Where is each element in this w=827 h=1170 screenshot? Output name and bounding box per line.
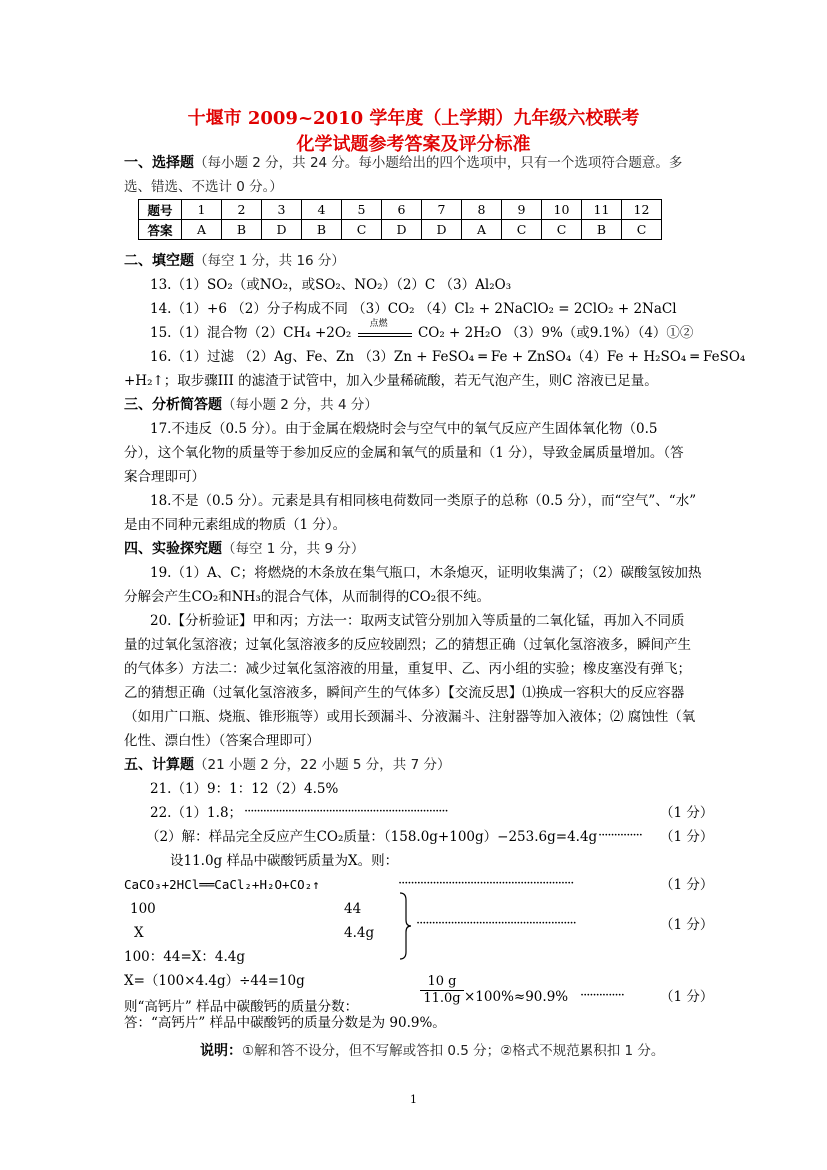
table-row-numbers <box>139 200 662 220</box>
final-answer: 答：“高钙片” 样品中碳酸钙的质量分数是为 90.9%。 <box>124 1015 446 1031</box>
section2-header <box>124 252 345 270</box>
section3-note: （每小题 2 分，共 4 分） <box>222 397 378 413</box>
answer-20: 20.【分析验证】甲和丙；方法一：取两支试管分别加入等质量的二氧化锰，再加入不同质 <box>150 613 685 629</box>
table-cell: B <box>222 220 262 240</box>
table-cell: 2 <box>222 200 262 220</box>
answer-15-part2: CO₂ + 2H₂O （3）9%（或9.1%）（4）①② <box>417 325 694 341</box>
answer-16-cont: +H₂↑；取步骤III 的滤渣于试管中，加入少量稀硫酸，若无气泡产生，则C 溶液已足量。 <box>124 373 658 389</box>
leader-dots: ·············· <box>598 828 642 843</box>
fraction-numerator: 10 g <box>420 974 464 991</box>
section5-header <box>124 756 450 774</box>
table-cell: 9 <box>502 200 542 220</box>
table-cell: 8 <box>462 200 502 220</box>
leader-dots: ··················································· <box>416 916 576 931</box>
equals-bar-top <box>358 333 412 334</box>
table-cell: 5 <box>342 200 382 220</box>
score-label: （1 分） <box>660 917 714 933</box>
section1-heading: 一、选择题 <box>124 155 194 171</box>
section4-note: （每空 1 分，共 9 分） <box>222 541 365 557</box>
scoring-note <box>200 1042 664 1060</box>
answer-22-2: （2）解：样品完全反应产生CO₂质量：（158.0g+100g）−253.6g=4.4g <box>146 829 598 845</box>
table-cell: 10 <box>542 200 582 220</box>
document-title: 十堰市 2009~2010 学年度（上学期）九年级六校联考 <box>187 108 640 129</box>
score-label: （1 分） <box>660 877 714 893</box>
condition-label: 点燃 <box>369 319 388 329</box>
table-cell: C <box>542 220 582 240</box>
equals-bar-bottom <box>358 336 412 337</box>
table-cell: C <box>622 220 662 240</box>
table-cell: 3 <box>262 200 302 220</box>
table-row-answers <box>139 220 662 240</box>
table-cell: 11 <box>582 200 622 220</box>
score-label: （1 分） <box>660 805 714 821</box>
answer-19-cont: 分解会产生CO₂和NH₃的混合气体，从而制得的CO₂很不纯。 <box>124 589 491 605</box>
answer-18-cont: 是由不同种元素组成的物质（1 分）。 <box>124 517 347 533</box>
answer-14: 14.（1）+6 （2）分子构成不同 （3）CO₂ （4）Cl₂ + 2NaClO₂ = 2ClO₂ + 2NaCl <box>150 301 677 317</box>
answer-18: 18.不是（0.5 分）。元素是具有相同核电荷数同一类原子的总称（0.5 分），而“空气”、“水” <box>150 493 697 509</box>
answer-13: 13.（1）SO₂（或NO₂，或SO₂、NO₂）（2）C （3）Al₂O₃ <box>150 277 512 293</box>
molar-mass-co2: 44 <box>344 901 362 917</box>
section4-header <box>124 540 364 558</box>
reaction-condition <box>356 319 414 342</box>
table-cell: D <box>382 220 422 240</box>
answer-22-1: 22.（1）1.8； <box>150 805 243 821</box>
section3-heading: 三、分析简答题 <box>124 397 222 413</box>
section5-note: （21 小题 2 分，22 小题 5 分，共 7 分） <box>194 757 451 773</box>
fraction-denominator: 11.0g <box>423 991 461 1006</box>
table-cell: 4 <box>302 200 342 220</box>
answer-15 <box>150 319 694 342</box>
section1-note: （每小题 2 分，共 24 分。每小题给出的四个选项中，只有一个选项符合题意。多 <box>194 155 683 171</box>
right-brace-icon <box>398 892 412 960</box>
leader-dots: ························································ <box>398 876 574 891</box>
table-cell: 1 <box>182 200 222 220</box>
table-cell: B <box>582 220 622 240</box>
section5-heading: 五、计算题 <box>124 757 194 773</box>
answer-22-3: 设11.0g 样品中碳酸钙质量为X。则： <box>170 853 399 869</box>
answer-20-cont5: 化性、漂白性）（答案合理即可） <box>124 733 320 749</box>
answer-20-cont3: 乙的猜想正确（过氧化氢溶液多，瞬间产生的气体多）【交流反思】⑴换成一容积大的反应容器 <box>124 685 685 701</box>
leader-dots: ································································· <box>244 804 448 819</box>
table-cell: B <box>302 220 342 240</box>
table-cell: 7 <box>422 200 462 220</box>
leader-dots: ·············· <box>580 988 624 1003</box>
ratio-equation: 100：44=X：4.4g <box>124 949 245 965</box>
chemical-equation: CaCO₃+2HCl══CaCl₂+H₂O+CO₂↑ <box>124 877 320 892</box>
section2-note: （每空 1 分，共 16 分） <box>194 253 345 269</box>
answer-20-cont4: （如用广口瓶、烧瓶、锥形瓶等）或用长颈漏斗、分液漏斗、注射器等加入液体；⑵ 腐蚀性（氧 <box>124 709 696 725</box>
page-number: 1 <box>410 1093 417 1106</box>
percentage-label: 则“高钙片” 样品中碳酸钙的质量分数： <box>124 999 359 1015</box>
answer-19: 19.（1）A、C；将燃烧的木条放在集气瓶口，木条熄灭，证明收集满了；（2）碳酸氢铵加热 <box>150 565 702 581</box>
score-label: （1 分） <box>660 989 714 1005</box>
table-header-number: 题号 <box>139 200 182 220</box>
table-header-answer: 答案 <box>139 220 182 240</box>
x-calculation: X=（100×4.4g）÷44=10g <box>124 973 305 989</box>
answer-17: 17.不违反（0.5 分）。由于金属在煅烧时会与空气中的氧气反应产生固体氧化物（0.5 <box>150 421 658 437</box>
table-cell: A <box>182 220 222 240</box>
answer-table <box>138 199 662 240</box>
table-cell: C <box>342 220 382 240</box>
answer-17-cont: 分），这个氧化物的质量等于参加反应的金属和氧气的质量和（1 分），导致金属质量增加。（答 <box>124 445 684 461</box>
table-cell: 6 <box>382 200 422 220</box>
document-subtitle: 化学试题参考答案及评分标准 <box>296 134 531 155</box>
table-cell: A <box>462 220 502 240</box>
table-cell: D <box>262 220 302 240</box>
answer-20-cont1: 量的过氧化氢溶液；过氧化氢溶液多的反应较剧烈；乙的猜想正确（过氧化氢溶液多，瞬间产生 <box>124 637 691 653</box>
section4-heading: 四、实验探究题 <box>124 541 222 557</box>
table-cell: 12 <box>622 200 662 220</box>
answer-21: 21.（1）9：1：12（2）4.5% <box>150 781 339 797</box>
table-cell: C <box>502 220 542 240</box>
section1-note-cont: 选、错选、不选计 0 分。） <box>124 179 283 195</box>
note-label: 说明： <box>200 1043 242 1059</box>
note-text: ①解和答不设分，但不写解或答扣 0.5 分；②格式不规范累积扣 1 分。 <box>242 1043 665 1059</box>
mass-fraction <box>420 974 464 1006</box>
answer-15-part1: 15.（1）混合物（2）CH₄ +2O₂ <box>150 325 352 341</box>
table-cell: D <box>422 220 462 240</box>
answer-16: 16.（1）过滤 （2）Ag、Fe、Zn （3）Zn + FeSO₄ ═ Fe + ZnSO₄（4）Fe + H₂SO₄ ═ FeSO₄ <box>150 349 746 365</box>
percentage-result: ×100%≈90.9% <box>464 989 569 1005</box>
co2-mass: 4.4g <box>344 925 375 941</box>
molar-mass-caco3: 100 <box>130 901 156 917</box>
unknown-x: X <box>134 925 144 941</box>
section2-heading: 二、填空题 <box>124 253 194 269</box>
answer-20-cont2: 的气体多）方法二：减少过氧化氢溶液的用量，重复甲、乙、丙小组的实验；橡皮塞没有弹飞； <box>124 661 691 677</box>
answer-17-cont2: 案合理即可） <box>124 469 205 485</box>
section3-header <box>124 396 378 414</box>
section1-header <box>124 154 682 172</box>
score-label: （1 分） <box>660 829 714 845</box>
